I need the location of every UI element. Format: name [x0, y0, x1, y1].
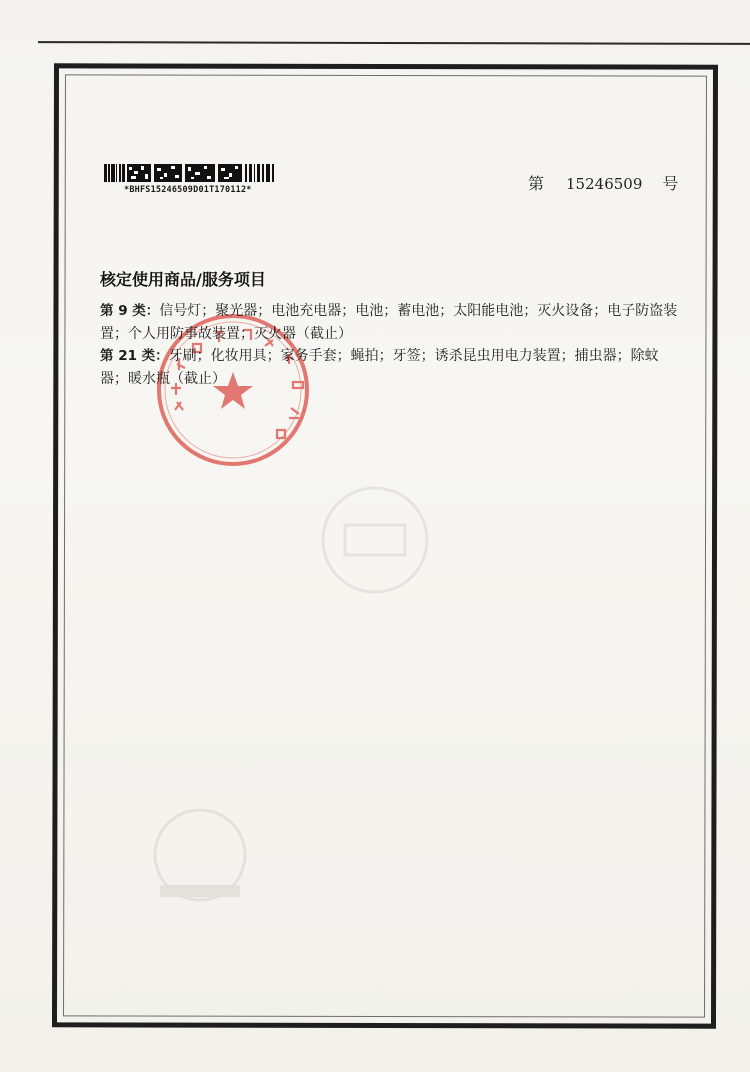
- barcode-text: *BHFS15246509D01T170112*: [124, 185, 252, 195]
- class-21-label: 第 21 类：: [100, 348, 169, 364]
- registration-suffix: 号: [662, 174, 679, 193]
- class-21-items: 牙刷；化妆用具；家务手套；蝇拍；牙签；诱杀昆虫用电力装置；捕虫器；除蚊器；暖水瓶（截止）: [100, 348, 659, 387]
- class-9-items: 信号灯；聚光器；电池充电器；电池；蓄电池；太阳能电池；灭火设备；电子防盗装置；个人用防事故装置；灭火器（截止）: [100, 303, 678, 342]
- top-rule: [38, 41, 750, 45]
- class-9-label: 第 9 类：: [100, 303, 160, 319]
- barcode: [104, 162, 276, 195]
- registration-prefix: 第: [528, 174, 545, 193]
- show-through-emblem-top: [300, 470, 450, 610]
- goods-services-list: [100, 300, 685, 390]
- barcode-bars: [104, 162, 276, 184]
- class-21-block: [100, 345, 685, 390]
- registration-number-value: 15246509: [566, 175, 643, 193]
- registration-number: [528, 171, 678, 194]
- class-9-block: [100, 300, 685, 345]
- show-through-emblem-bottom: [120, 800, 280, 920]
- section-heading: 核定使用商品/服务项目: [100, 270, 266, 289]
